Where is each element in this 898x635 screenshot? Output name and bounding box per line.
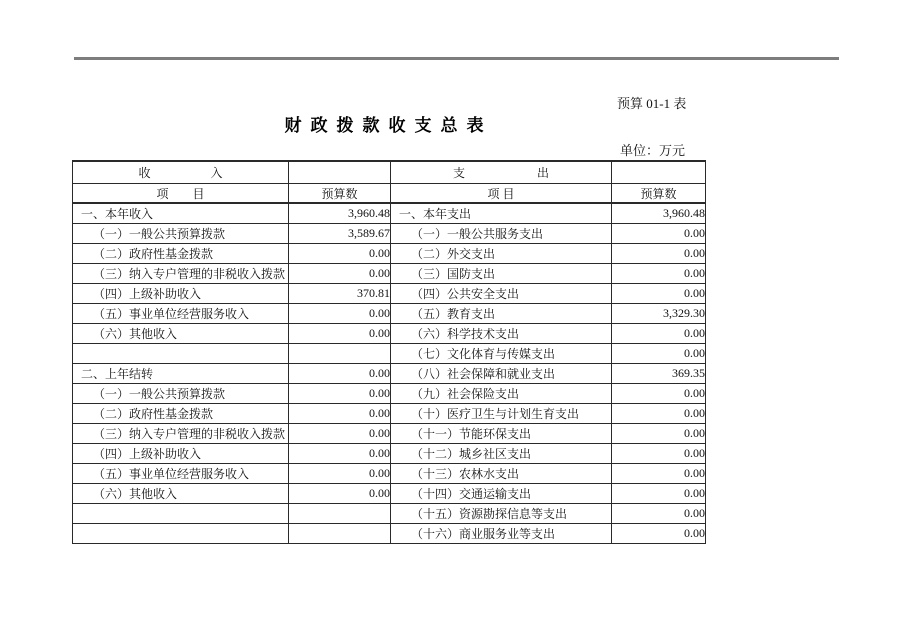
income-item-cell: （四）上级补助收入 <box>73 444 289 464</box>
table-row <box>73 424 706 444</box>
expense-value-cell: 0.00 <box>612 224 706 244</box>
unit-label: 单位：万元 <box>620 143 686 158</box>
table-row <box>73 404 706 424</box>
table-row <box>73 344 706 364</box>
income-value-cell: 0.00 <box>289 264 391 284</box>
table-row <box>73 284 706 304</box>
table-row <box>73 524 706 544</box>
income-value-cell: 0.00 <box>289 384 391 404</box>
income-value-cell: 3,589.67 <box>289 224 391 244</box>
expense-value-cell: 0.00 <box>612 484 706 504</box>
page-title: 财政拨款收支总表 <box>284 116 493 135</box>
expense-value-cell: 0.00 <box>612 464 706 484</box>
income-item-cell: （四）上级补助收入 <box>73 284 289 304</box>
income-item-cell: （五）事业单位经营服务收入 <box>73 464 289 484</box>
expense-value-cell: 0.00 <box>612 264 706 284</box>
expense-item-cell: （五）教育支出 <box>391 304 612 324</box>
table-row <box>73 384 706 404</box>
table-row <box>73 464 706 484</box>
table-row <box>73 244 706 264</box>
income-item-cell: （三）纳入专户管理的非税收入拨款 <box>73 264 289 284</box>
table-row <box>73 364 706 384</box>
expense-item-cell: （六）科学技术支出 <box>391 324 612 344</box>
expense-item-cell: 一、本年支出 <box>391 204 612 224</box>
income-value-cell: 0.00 <box>289 404 391 424</box>
expense-value-cell: 0.00 <box>612 384 706 404</box>
expense-value-cell: 0.00 <box>612 324 706 344</box>
income-item-cell <box>73 344 289 364</box>
table-row <box>73 204 706 224</box>
income-item-cell: （二）政府性基金拨款 <box>73 404 289 424</box>
page-top-rule <box>74 57 839 60</box>
expense-item-cell: （一）一般公共服务支出 <box>391 224 612 244</box>
expense-item-cell: （十四）交通运输支出 <box>391 484 612 504</box>
table-row <box>73 304 706 324</box>
income-item-cell: （六）其他收入 <box>73 484 289 504</box>
expense-value-cell: 0.00 <box>612 244 706 264</box>
table-body <box>73 204 706 544</box>
expense-item-cell: （十）医疗卫生与计划生育支出 <box>391 404 612 424</box>
income-value-cell: 0.00 <box>289 444 391 464</box>
expense-value-cell: 0.00 <box>612 424 706 444</box>
income-value-cell: 0.00 <box>289 324 391 344</box>
table-row <box>73 264 706 284</box>
income-value-cell: 0.00 <box>289 364 391 384</box>
income-value-cell: 0.00 <box>289 244 391 264</box>
income-item-cell: （六）其他收入 <box>73 324 289 344</box>
income-item-cell: （二）政府性基金拨款 <box>73 244 289 264</box>
expense-value-cell: 3,960.48 <box>612 204 706 224</box>
table-row <box>73 224 706 244</box>
expense-item-column-header: 项 目 <box>391 184 612 204</box>
income-value-cell <box>289 524 391 544</box>
income-section-spacer <box>289 162 391 184</box>
income-item-cell <box>73 524 289 544</box>
income-item-cell: 二、上年结转 <box>73 364 289 384</box>
expense-item-cell: （四）公共安全支出 <box>391 284 612 304</box>
expense-item-cell: （十二）城乡社区支出 <box>391 444 612 464</box>
expense-section-spacer <box>612 162 706 184</box>
income-value-cell: 0.00 <box>289 484 391 504</box>
expense-value-cell: 0.00 <box>612 404 706 424</box>
income-item-cell <box>73 504 289 524</box>
expense-item-cell: （二）外交支出 <box>391 244 612 264</box>
expense-value-cell: 0.00 <box>612 524 706 544</box>
expense-item-cell: （七）文化体育与传媒支出 <box>391 344 612 364</box>
income-value-cell <box>289 344 391 364</box>
income-item-cell: 一、本年收入 <box>73 204 289 224</box>
expense-item-cell: （九）社会保险支出 <box>391 384 612 404</box>
income-item-cell: （一）一般公共预算拨款 <box>73 384 289 404</box>
table-row <box>73 504 706 524</box>
expense-item-cell: （三）国防支出 <box>391 264 612 284</box>
expense-item-cell: （十六）商业服务业等支出 <box>391 524 612 544</box>
income-value-cell: 0.00 <box>289 424 391 444</box>
income-budget-column-header: 预算数 <box>289 184 391 204</box>
fiscal-summary-table <box>72 160 706 544</box>
expense-budget-column-header: 预算数 <box>612 184 706 204</box>
form-number-label: 预算 01-1 表 <box>617 96 687 111</box>
income-value-cell: 0.00 <box>289 464 391 484</box>
expense-item-cell: （十一）节能环保支出 <box>391 424 612 444</box>
expense-value-cell: 0.00 <box>612 444 706 464</box>
expense-section-header: 支 出 <box>391 162 612 184</box>
income-item-cell: （一）一般公共预算拨款 <box>73 224 289 244</box>
table-row <box>73 324 706 344</box>
income-item-column-header: 项 目 <box>73 184 289 204</box>
income-value-cell <box>289 504 391 524</box>
table-row <box>73 484 706 504</box>
income-value-cell: 3,960.48 <box>289 204 391 224</box>
income-value-cell: 0.00 <box>289 304 391 324</box>
section-header-row <box>73 162 706 184</box>
income-section-header: 收 入 <box>73 162 289 184</box>
expense-item-cell: （八）社会保障和就业支出 <box>391 364 612 384</box>
column-header-row <box>73 184 706 204</box>
expense-value-cell: 369.35 <box>612 364 706 384</box>
expense-value-cell: 0.00 <box>612 284 706 304</box>
table-header <box>73 162 706 204</box>
expense-value-cell: 0.00 <box>612 504 706 524</box>
expense-item-cell: （十三）农林水支出 <box>391 464 612 484</box>
table-row <box>73 444 706 464</box>
expense-value-cell: 0.00 <box>612 344 706 364</box>
expense-item-cell: （十五）资源勘探信息等支出 <box>391 504 612 524</box>
income-item-cell: （五）事业单位经营服务收入 <box>73 304 289 324</box>
expense-value-cell: 3,329.30 <box>612 304 706 324</box>
income-value-cell: 370.81 <box>289 284 391 304</box>
income-item-cell: （三）纳入专户管理的非税收入拨款 <box>73 424 289 444</box>
